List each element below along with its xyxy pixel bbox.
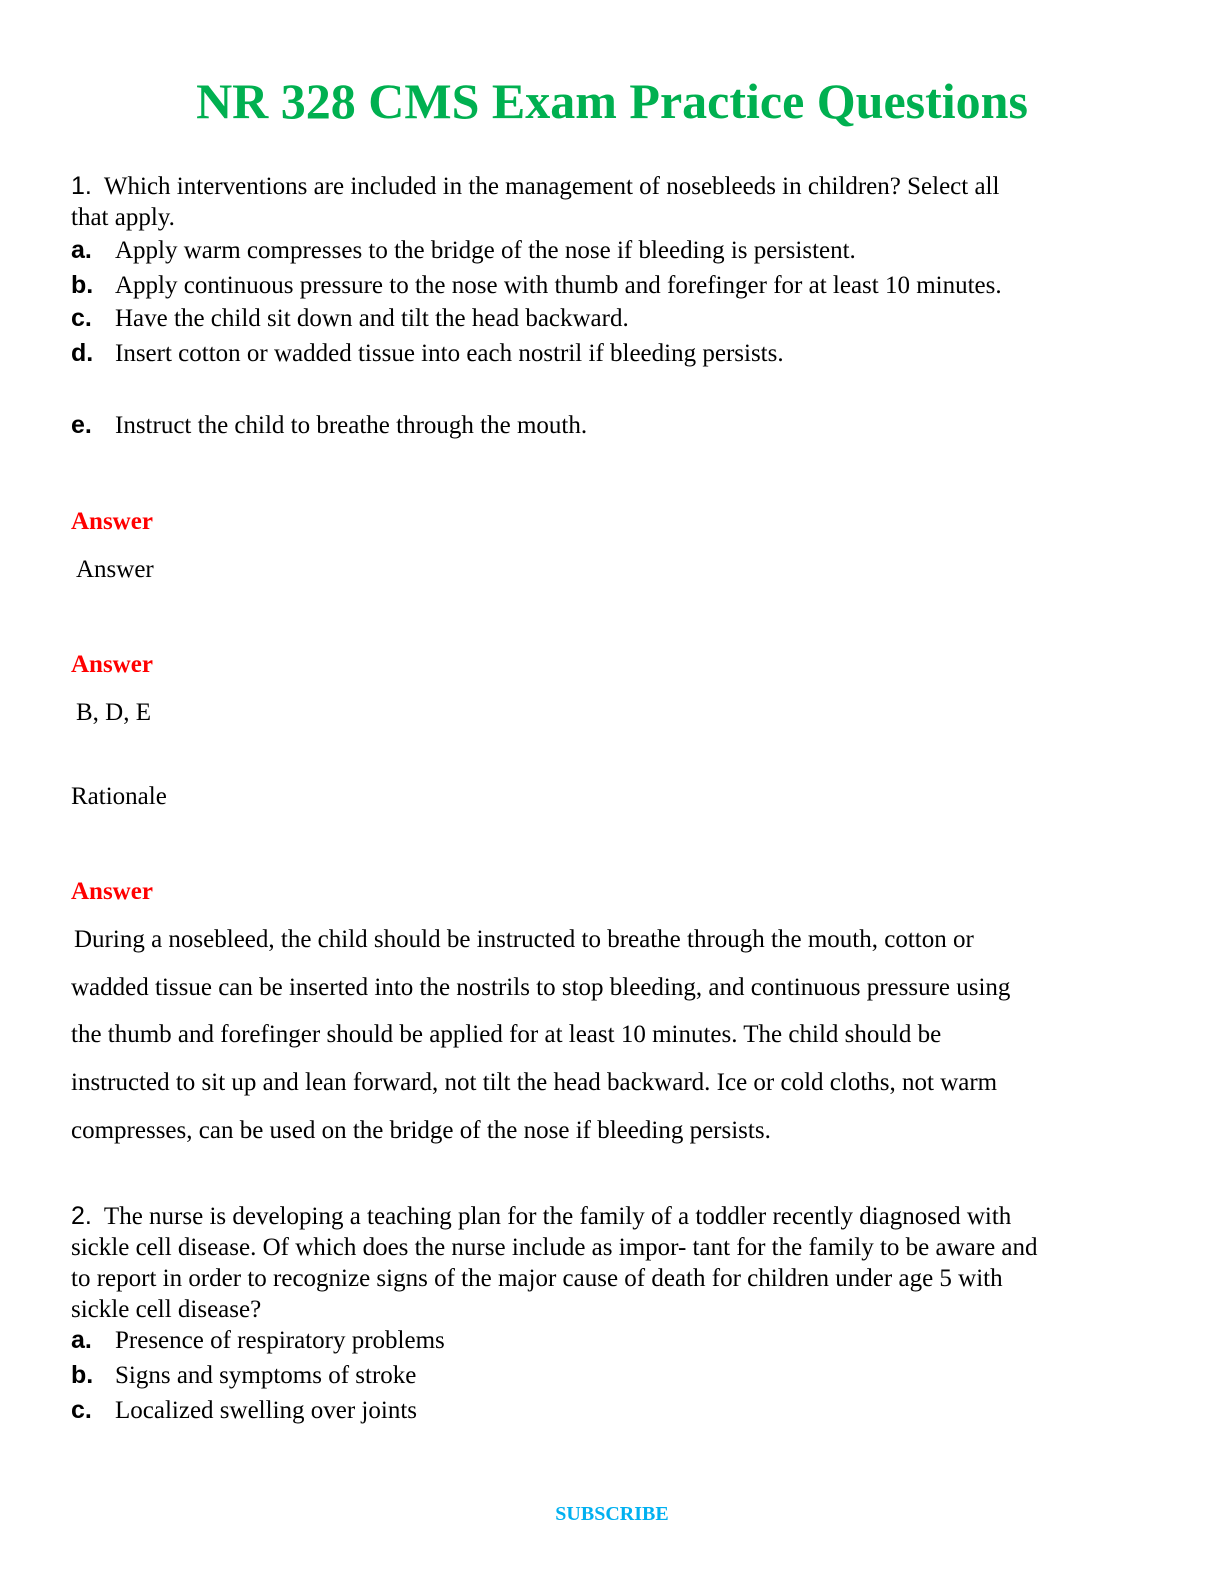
option-label: b. [71,271,94,299]
question-text: The nurse is developing a teaching plan for the family of a toddler recently diagnosed with [103,1203,1012,1230]
option-label: b. [71,1361,94,1389]
option-e [71,410,587,441]
rationale-text [71,916,1131,1155]
question-text-cont: that apply. [71,204,175,231]
question-number: 1. [71,172,92,200]
option-c [71,303,629,334]
option-label: a. [71,236,92,264]
subscribe-link[interactable]: SUBSCRIBE [555,1503,669,1525]
question-text: to report in order to recognize signs of the major cause of death for children under age 5 with [71,1265,1003,1292]
rationale-label: Rationale [71,783,167,810]
option-text: Signs and symptoms of stroke [115,1362,417,1389]
question-text: Which interventions are included in the management of nosebleeds in children? Select all [103,173,1000,200]
option-b [71,270,1002,301]
question-text: sickle cell disease? [71,1296,262,1323]
answer-heading: Answer [71,878,153,905]
rationale-line: wadded tissue can be inserted into the nostrils to stop bleeding, and continuous pressure using [71,973,1011,1001]
option-label: d. [71,339,94,367]
option-a [71,235,856,266]
option-text: Apply continuous pressure to the nose with thumb and forefinger for at least 10 minutes. [115,272,1002,299]
question-number: 2. [71,1202,92,1230]
option-text: Have the child sit down and tilt the head backward. [115,305,629,332]
option-c [71,1395,1131,1426]
answer-value: B, D, E [76,699,151,726]
page-title: NR 328 CMS Exam Practice Questions [196,73,1028,129]
question-text: sickle cell disease. Of which does the nurse include as impor- tant for the family to be aware and [71,1234,1038,1261]
option-label: e. [71,411,92,439]
option-text: Apply warm compresses to the bridge of the nose if bleeding is persistent. [115,237,856,264]
option-text: Instruct the child to breathe through the mouth. [115,412,588,439]
answer-heading: Answer [71,508,153,535]
rationale-line: the thumb and forefinger should be applied for at least 10 minutes. The child should be [71,1021,942,1049]
rationale-line: instructed to sit up and lean forward, not tilt the head backward. Ice or cold cloths, not warm [71,1069,998,1097]
option-a [71,1325,1131,1356]
option-d [71,338,784,369]
option-text: Localized swelling over joints [115,1397,418,1424]
rationale-line: compresses, can be used on the bridge of the nose if bleeding persists. [71,1116,771,1144]
answer-heading: Answer [71,651,153,678]
rationale-line: During a nosebleed, the child should be instructed to breathe through the mouth, cotton or [74,926,974,953]
option-label: c. [71,1396,92,1424]
question-1 [71,171,999,202]
option-text: Presence of respiratory problems [115,1327,445,1354]
answer-placeholder: Answer [76,556,154,583]
option-text: Insert cotton or wadded tissue into each nostril if bleeding persists. [115,340,784,367]
option-label: c. [71,304,92,332]
option-label: a. [71,1326,92,1354]
question-2 [71,1201,1131,1426]
option-b [71,1360,1131,1391]
